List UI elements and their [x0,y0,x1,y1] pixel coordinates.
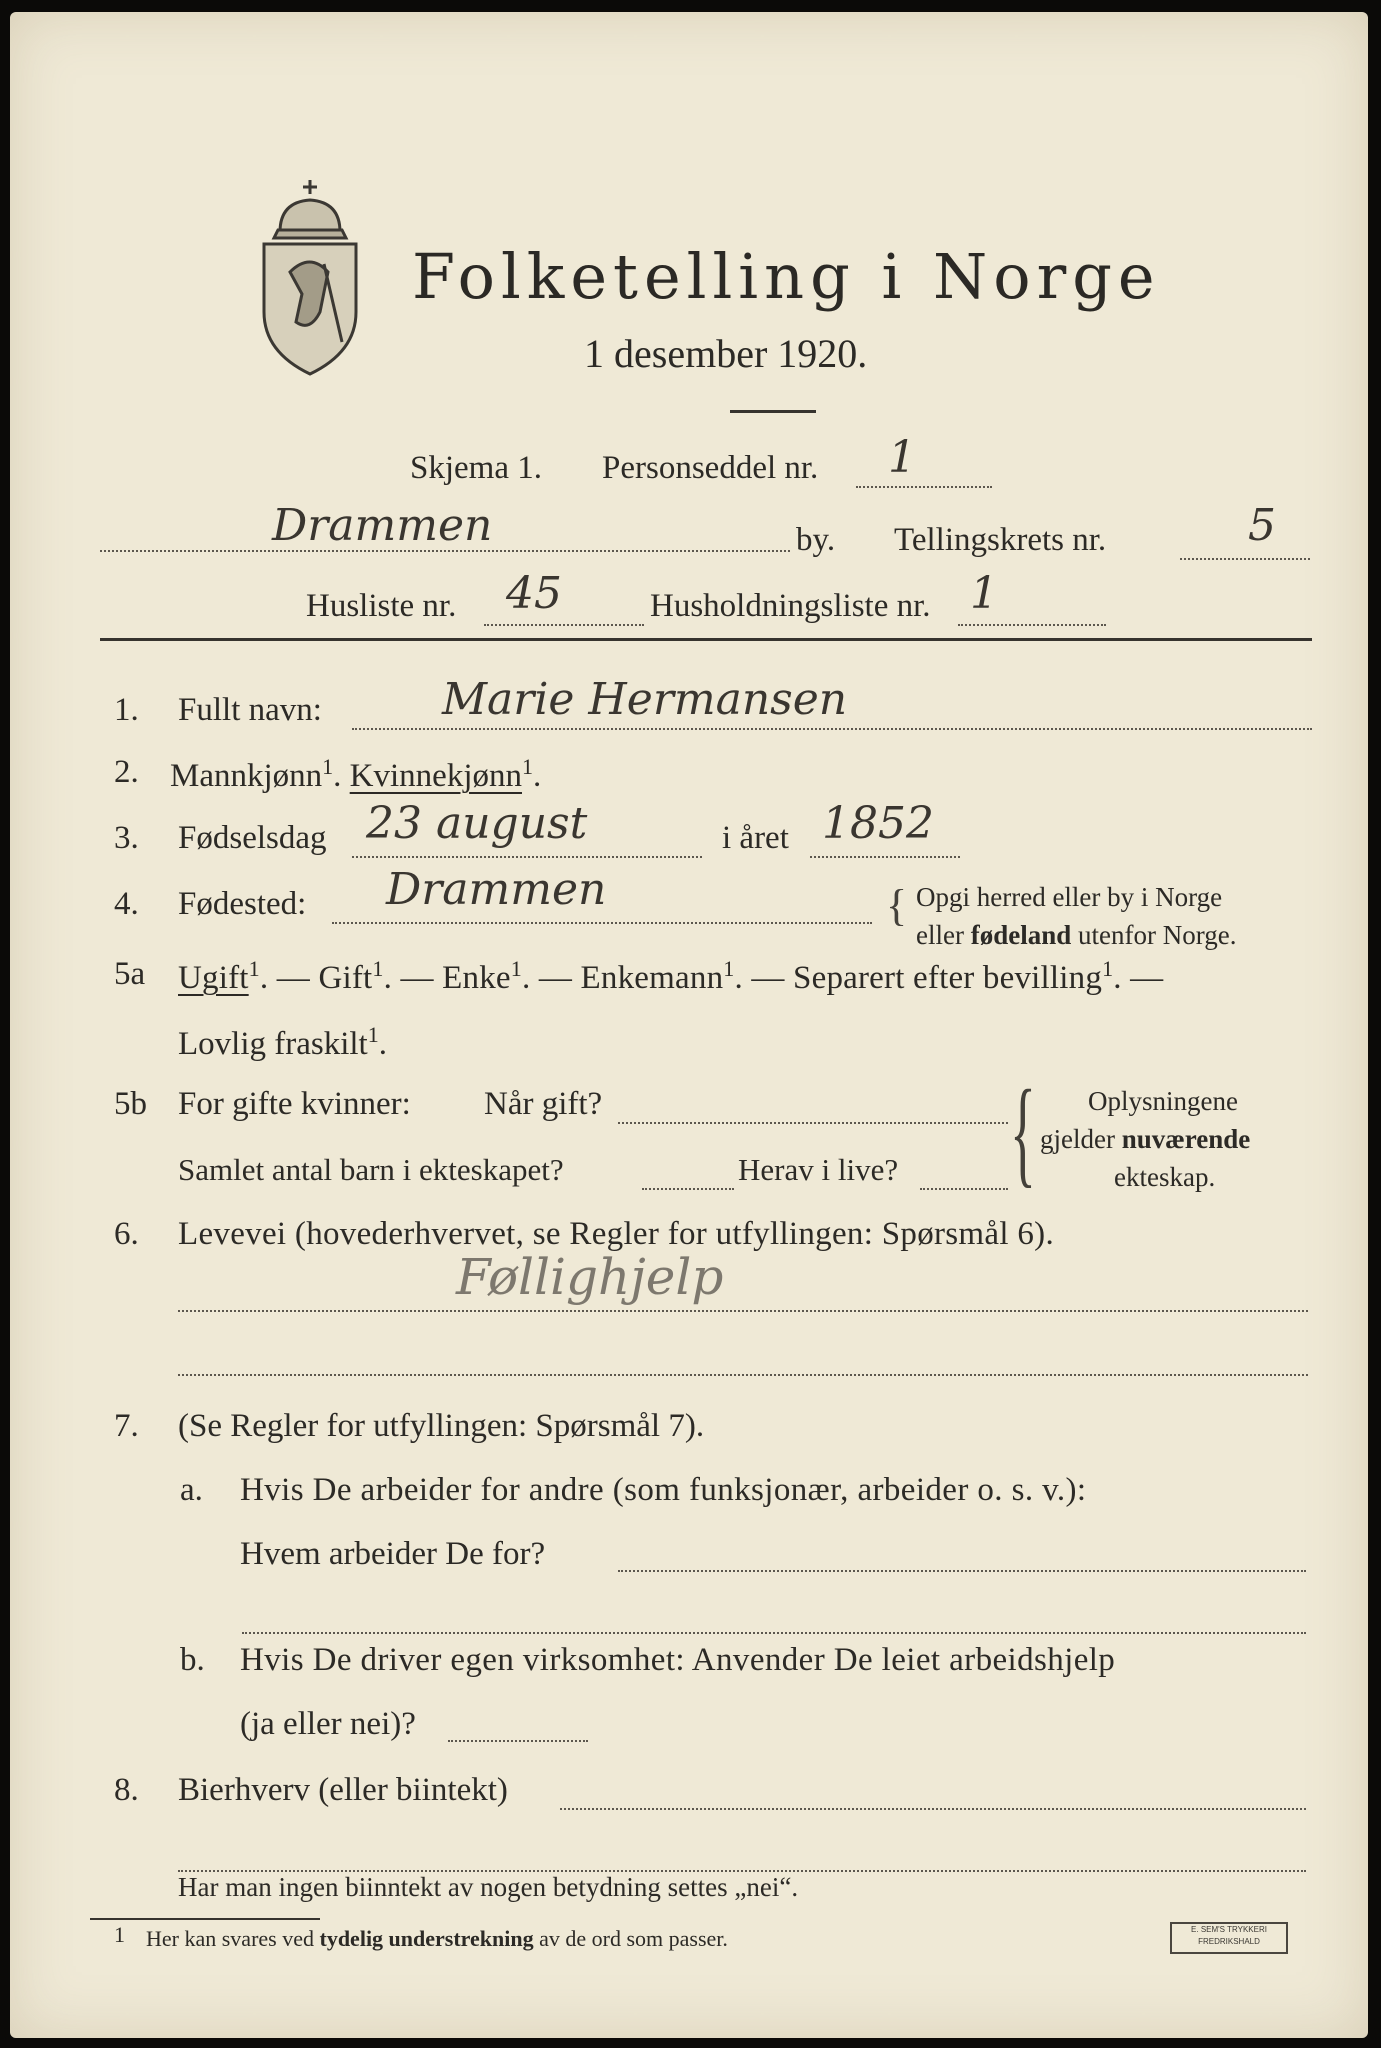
q2-male: Mannkjønn [170,758,323,794]
personseddel-line [856,486,992,488]
q5b-live-line [920,1188,1008,1190]
q7a-letter: a. [180,1472,203,1508]
q7a-line-2 [242,1632,1306,1634]
census-form [10,12,1368,2038]
footnote-mark: 1 [114,1922,125,1947]
q3-year-label: i året [722,820,789,856]
q5a-options: Ugift$^1$. — Gift$^1$. — Enke$^1$. — Enkemann$^1$. — Separert efter bevilling$^1$. — [178,956,1164,996]
tellingskrets-value: 5 [1248,500,1276,551]
q5a-ugift: Ugift [178,960,249,996]
q7b-line [448,1740,588,1742]
q4-line [332,922,872,924]
q4-value: Drammen [386,864,607,915]
q2-female: Kvinnekjønn [349,758,522,794]
husholdningsliste-value: 1 [970,568,998,619]
q3-label: Fødselsdag [178,820,327,856]
husliste-line [484,624,644,626]
q5b-number: 5b [114,1086,147,1122]
header-divider [100,638,1312,641]
q4-note-line1: Opgi herred eller by i Norge [916,882,1223,912]
q5b-note-line2: gjelder nuværende [1040,1124,1251,1154]
footnote-text: Her kan svares ved tydelig understrekning av de ord som passer. [146,1926,728,1951]
q5b-note-brace: { [1010,1065,1036,1198]
q5b-barn-label: Samlet antal barn i ekteskapet? [178,1152,564,1187]
q6-value: Føllighjelp [456,1248,724,1306]
q5b-naar-line [618,1122,1008,1124]
q7a-text: Hvis De arbeider for andre (som funksjonær, arbeider o. s. v.): [240,1472,1087,1508]
husliste-label: Husliste nr. [306,588,457,624]
q3-day-value: 23 august [366,798,588,849]
q6-number: 6. [114,1216,139,1252]
husholdningsliste-label: Husholdningsliste nr. [650,588,931,624]
q8-number: 8. [114,1772,139,1808]
q7a-line-1 [618,1570,1306,1572]
q5b-note-line3: ekteskap. [1114,1162,1216,1192]
q3-number: 3. [114,820,139,856]
q5b-note-line1: Oplysningene [1088,1086,1238,1116]
q7b-sub: (ja eller nei)? [240,1706,416,1742]
q7b-letter: b. [180,1642,205,1678]
husliste-value: 45 [506,568,562,619]
tellingskrets-label: Tellingskrets nr. [894,522,1107,558]
q3-year-value: 1852 [822,798,934,849]
husholdningsliste-line [958,624,1106,626]
skjema-label: Skjema 1. [410,450,542,486]
q6-line-1 [178,1310,1308,1312]
q7b-text: Hvis De driver egen virksomhet: Anvender De leiet arbeidshjelp [240,1642,1116,1678]
city-value: Drammen [272,500,493,551]
coat-of-arms-icon [250,172,370,382]
q5b-barn-line [642,1188,734,1190]
title-divider [730,410,816,413]
q5b-live-label: Herav i live? [738,1152,899,1187]
q5a-fraskilt: Lovlig fraskilt [178,1026,368,1062]
q7-number: 7. [114,1408,139,1444]
q4-number: 4. [114,886,139,922]
q2-number: 2. [114,754,139,790]
q5a-separert: Separert efter bevilling [793,960,1103,996]
q8-line-1 [560,1808,1306,1810]
q7a-sub: Hvem arbeider De for? [240,1536,546,1572]
q6-label: Levevei (hovederhvervet, se Regler for utfyllingen: Spørsmål 6). [178,1216,1055,1252]
q6-line-2 [178,1374,1308,1376]
by-label: by. [796,522,836,558]
q5a-number: 5a [114,956,146,992]
q4-note-brace: { [886,881,908,930]
q4-note-line2: eller fødeland utenfor Norge. [916,920,1237,950]
q7-label: (Se Regler for utfyllingen: Spørsmål 7). [178,1408,705,1444]
footnote-divider [90,1918,320,1920]
personseddel-label: Personseddel nr. [602,450,819,486]
census-date: 1 desember 1920. [584,331,868,376]
q2-options: Mannkjønn$^1$. Kvinnekjønn$^1$. [170,754,542,794]
q5a-gift: Gift [318,960,373,996]
personseddel-value: 1 [888,432,916,483]
q1-line [352,728,1312,730]
q1-label: Fullt navn: [178,692,322,728]
q5a-enke: Enke [442,960,511,996]
q5a-enkemann: Enkemann [580,960,724,996]
q4-label: Fødested: [178,886,307,922]
printer-stamp-line2: FREDRIKSHALD [1198,1937,1260,1946]
q5b-label: For gifte kvinner: [178,1086,411,1122]
q1-number: 1. [114,692,139,728]
q3-day-line [352,856,702,858]
q5a-fraskilt-row: Lovlig fraskilt$^1$. [178,1022,387,1062]
q3-year-line [810,856,960,858]
q8-label: Bierhverv (eller biintekt) [178,1772,508,1808]
printer-stamp-line1: E. SEM'S TRYKKERI [1191,1925,1267,1934]
printer-stamp [1170,1922,1288,1954]
q5b-naar-label: Når gift? [484,1086,603,1122]
form-title: Folketelling i Norge [412,240,1161,313]
tellingskrets-line [1180,558,1310,560]
q8-note: Har man ingen biinntekt av nogen betydning settes „nei“. [178,1872,799,1902]
q1-value: Marie Hermansen [442,674,848,725]
